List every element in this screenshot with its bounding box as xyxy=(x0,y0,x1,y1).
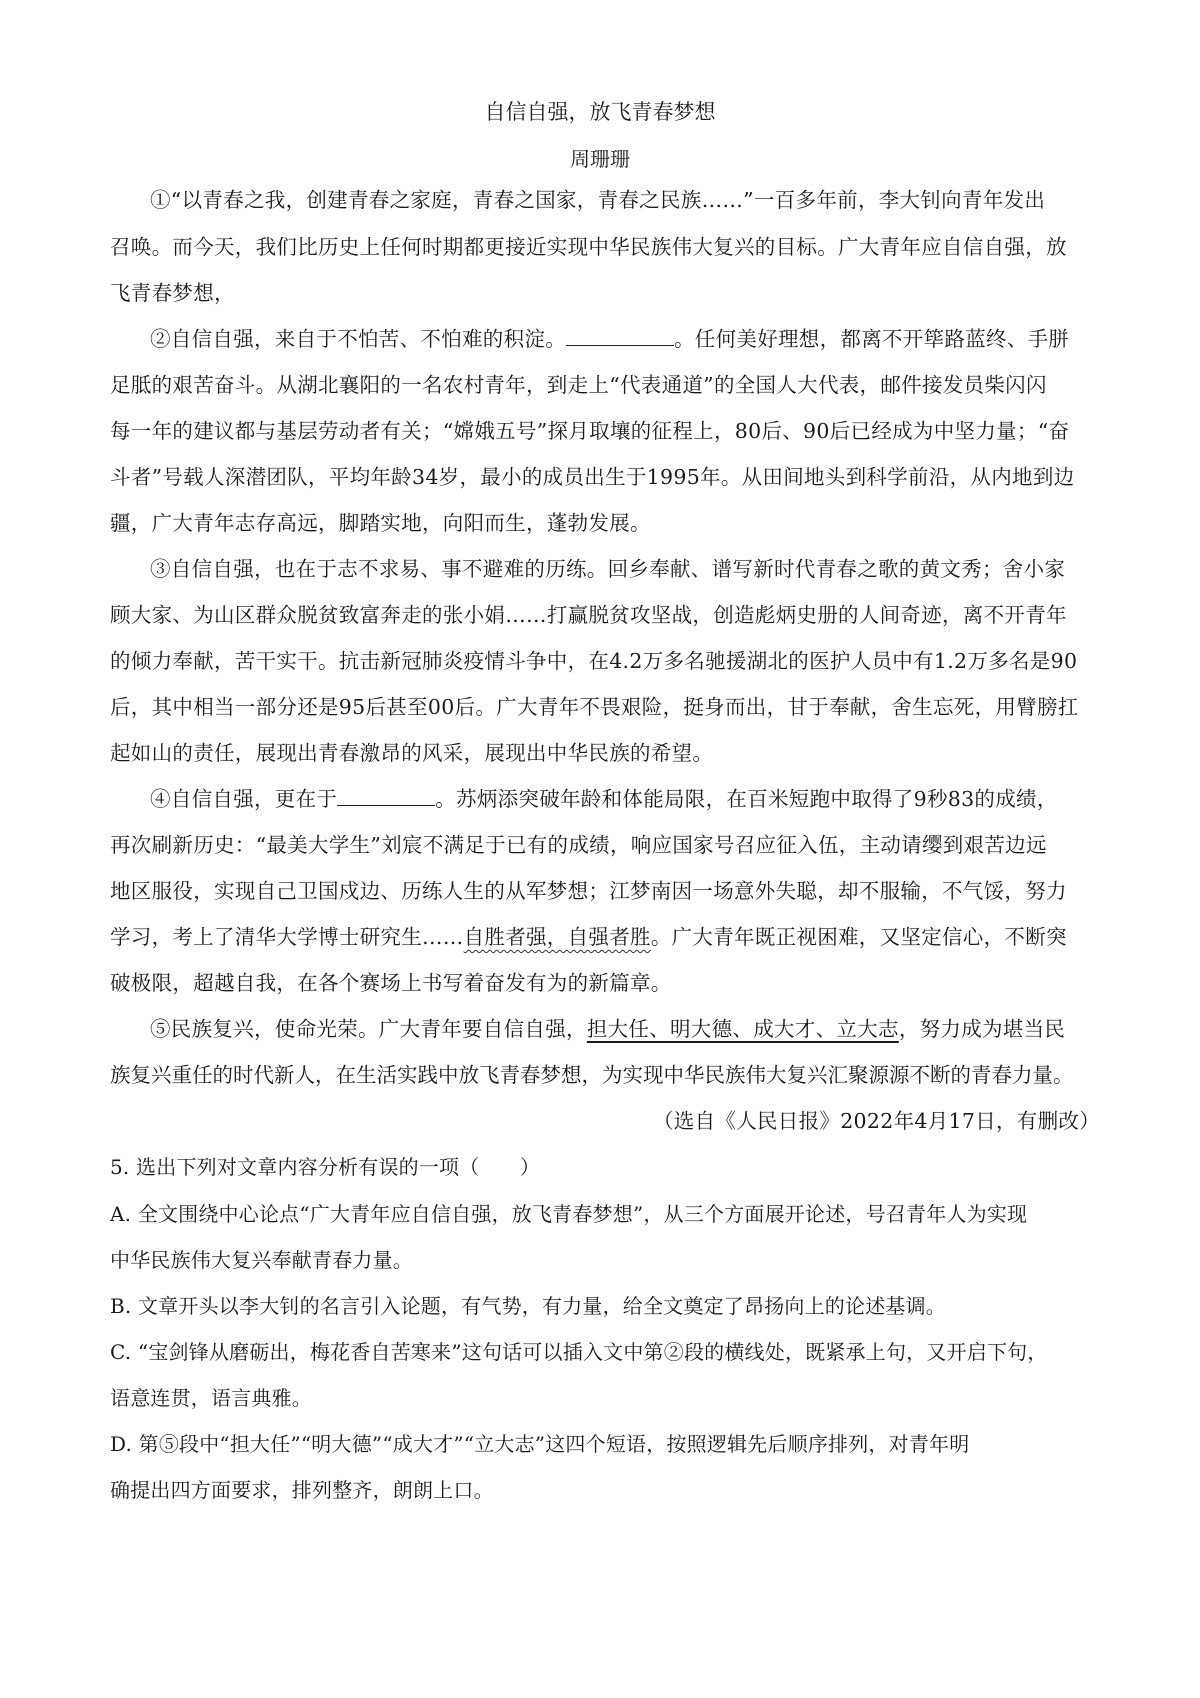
paragraph-3-line-5: 起如山的责任，展现出青春激昂的风采，展现出中华民族的希望。 xyxy=(110,741,714,765)
underlined-phrase: 担大任、明大德、成大才、立大志 xyxy=(586,1017,899,1041)
paragraph-4-line-1 xyxy=(150,782,1100,812)
paragraph-2-line-1 xyxy=(150,322,1100,352)
wavy-underlined-phrase: 自胜者强，自强者胜 xyxy=(463,925,651,949)
paragraph-3-line-3: 的倾力奉献，苦干实干。抗击新冠肺炎疫情斗争中，在4.2万多名驰援湖北的医护人员中有1.2万多名是90 xyxy=(110,649,1078,673)
paragraph-3-line-2: 顾大家、为山区群众脱贫致富奔走的张小娟……打赢脱贫攻坚战，创造彪炳史册的人间奇迹，离不开青年 xyxy=(110,603,1067,627)
paragraph-2-line-5: 疆，广大青年志存高远，脚踏实地，向阳而生，蓬勃发展。 xyxy=(110,511,651,535)
answer-blank-2 xyxy=(337,787,435,806)
article-title: 自信自强，放飞青春梦想 xyxy=(484,100,716,124)
paragraph-4-line-5: 破极限，超越自我，在各个赛场上书写着奋发有为的新篇章。 xyxy=(110,971,672,995)
paragraph-2-text-after-blank: 。任何美好理想，都离不开筚路蓝终、手胼 xyxy=(674,327,1070,351)
option-b: B. 文章开头以李大钊的名言引入论题，有气势，有力量，给全文奠定了昂扬向上的论述基调。 xyxy=(110,1294,947,1318)
paragraph-4-line-3: 地区服役，实现自己卫国戍边、历练人生的从军梦想；江梦南因一场意外失聪，却不服输，不气馁，努力 xyxy=(110,879,1067,903)
option-d-line-1: D. 第⑤段中“担大任”“明大德”“成大才”“立大志”这四个短语，按照逻辑先后顺序排列，对青年明 xyxy=(110,1432,970,1456)
option-c-line-2: 语意连贯，语言典雅。 xyxy=(110,1386,312,1410)
paragraph-5-line-2: 族复兴重任的时代新人，在生活实践中放飞青春梦想，为实现中华民族伟大复兴汇聚源源不断的青春力量。 xyxy=(110,1063,1074,1087)
option-a-line-1: A. 全文围绕中心论点“广大青年应自信自强，放飞青春梦想”，从三个方面展开论述，号召青年人为实现 xyxy=(110,1202,1028,1226)
paragraph-4-line-4-after: 。广大青年既正视困难，又坚定信心，不断突 xyxy=(650,925,1067,949)
question-stem: 5. 选出下列对文章内容分析有误的一项（ ） xyxy=(110,1155,541,1179)
answer-blank-1 xyxy=(566,327,674,346)
paragraph-4-line-2: 再次刷新历史：“最美大学生”刘宸不满足于已有的成绩，响应国家号召应征入伍，主动请缨到艰苦边远 xyxy=(110,833,1047,857)
option-a-line-2: 中华民族伟大复兴奉献青春力量。 xyxy=(110,1248,413,1272)
paragraph-1-line-2: 召唤。而今天，我们比历史上任何时期都更接近实现中华民族伟大复兴的目标。广大青年应自信自强，放 xyxy=(110,235,1067,259)
paragraph-1-line-1: ①“以青春之我，创建青春之家庭，青春之国家，青春之民族……”一百多年前，李大钊向青年发出 xyxy=(150,188,1046,212)
paragraph-1-line-3: 飞青春梦想， xyxy=(110,281,235,305)
option-c-line-1: C. “宝剑锋从磨砺出，梅花香自苦寒来”这句话可以插入文中第②段的横线处，既紧承上句，又开启下句， xyxy=(110,1340,1048,1364)
paragraph-5-line-1-before: ⑤民族复兴，使命光荣。广大青年要自信自强， xyxy=(150,1017,587,1041)
paragraph-4-text-before-blank: ④自信自强，更在于 xyxy=(150,787,338,811)
paragraph-2-line-3: 每一年的建议都与基层劳动者有关；“嫦娥五号”探月取壤的征程上，80后、90后已经成为中坚力量；“奋 xyxy=(110,419,1070,443)
paragraph-4-text-after-blank: 。苏炳添突破年龄和体能局限，在百米短跑中取得了9秒83的成绩， xyxy=(435,787,1058,811)
paragraph-2-line-4: 斗者”号载人深潜团队，平均年龄34岁，最小的成员出生于1995年。从田间地头到科学前沿，从内地到边 xyxy=(110,465,1075,489)
paragraph-5-line-1-after: ，努力成为堪当民 xyxy=(898,1017,1066,1041)
article-source: （选自《人民日报》2022年4月17日，有删改） xyxy=(653,1109,1100,1133)
paragraph-3-line-4: 后，其中相当一部分还是95后甚至00后。广大青年不畏艰险，挺身而出，甘于奉献，舍生忘死，用臂膀扛 xyxy=(110,695,1079,719)
paragraph-2-text-before-blank: ②自信自强，来自于不怕苦、不怕难的积淀。 xyxy=(150,327,566,351)
option-d-line-2: 确提出四方面要求，排列整齐，朗朗上口。 xyxy=(110,1478,494,1502)
article-author: 周珊珊 xyxy=(570,147,630,171)
paragraph-5-line-1 xyxy=(150,1012,1100,1042)
paragraph-2-line-2: 足胝的艰苦奋斗。从湖北襄阳的一名农村青年，到走上“代表通道”的全国人大代表，邮件接发员柴闪闪 xyxy=(110,373,1047,397)
paragraph-4-line-4-before: 学习，考上了清华大学博士研究生…… xyxy=(110,925,464,949)
paragraph-4-line-4 xyxy=(110,920,1100,950)
paragraph-3-line-1: ③自信自强，也在于志不求易、事不避难的历练。回乡奉献、谱写新时代青春之歌的黄文秀；舍小家 xyxy=(150,557,1066,581)
